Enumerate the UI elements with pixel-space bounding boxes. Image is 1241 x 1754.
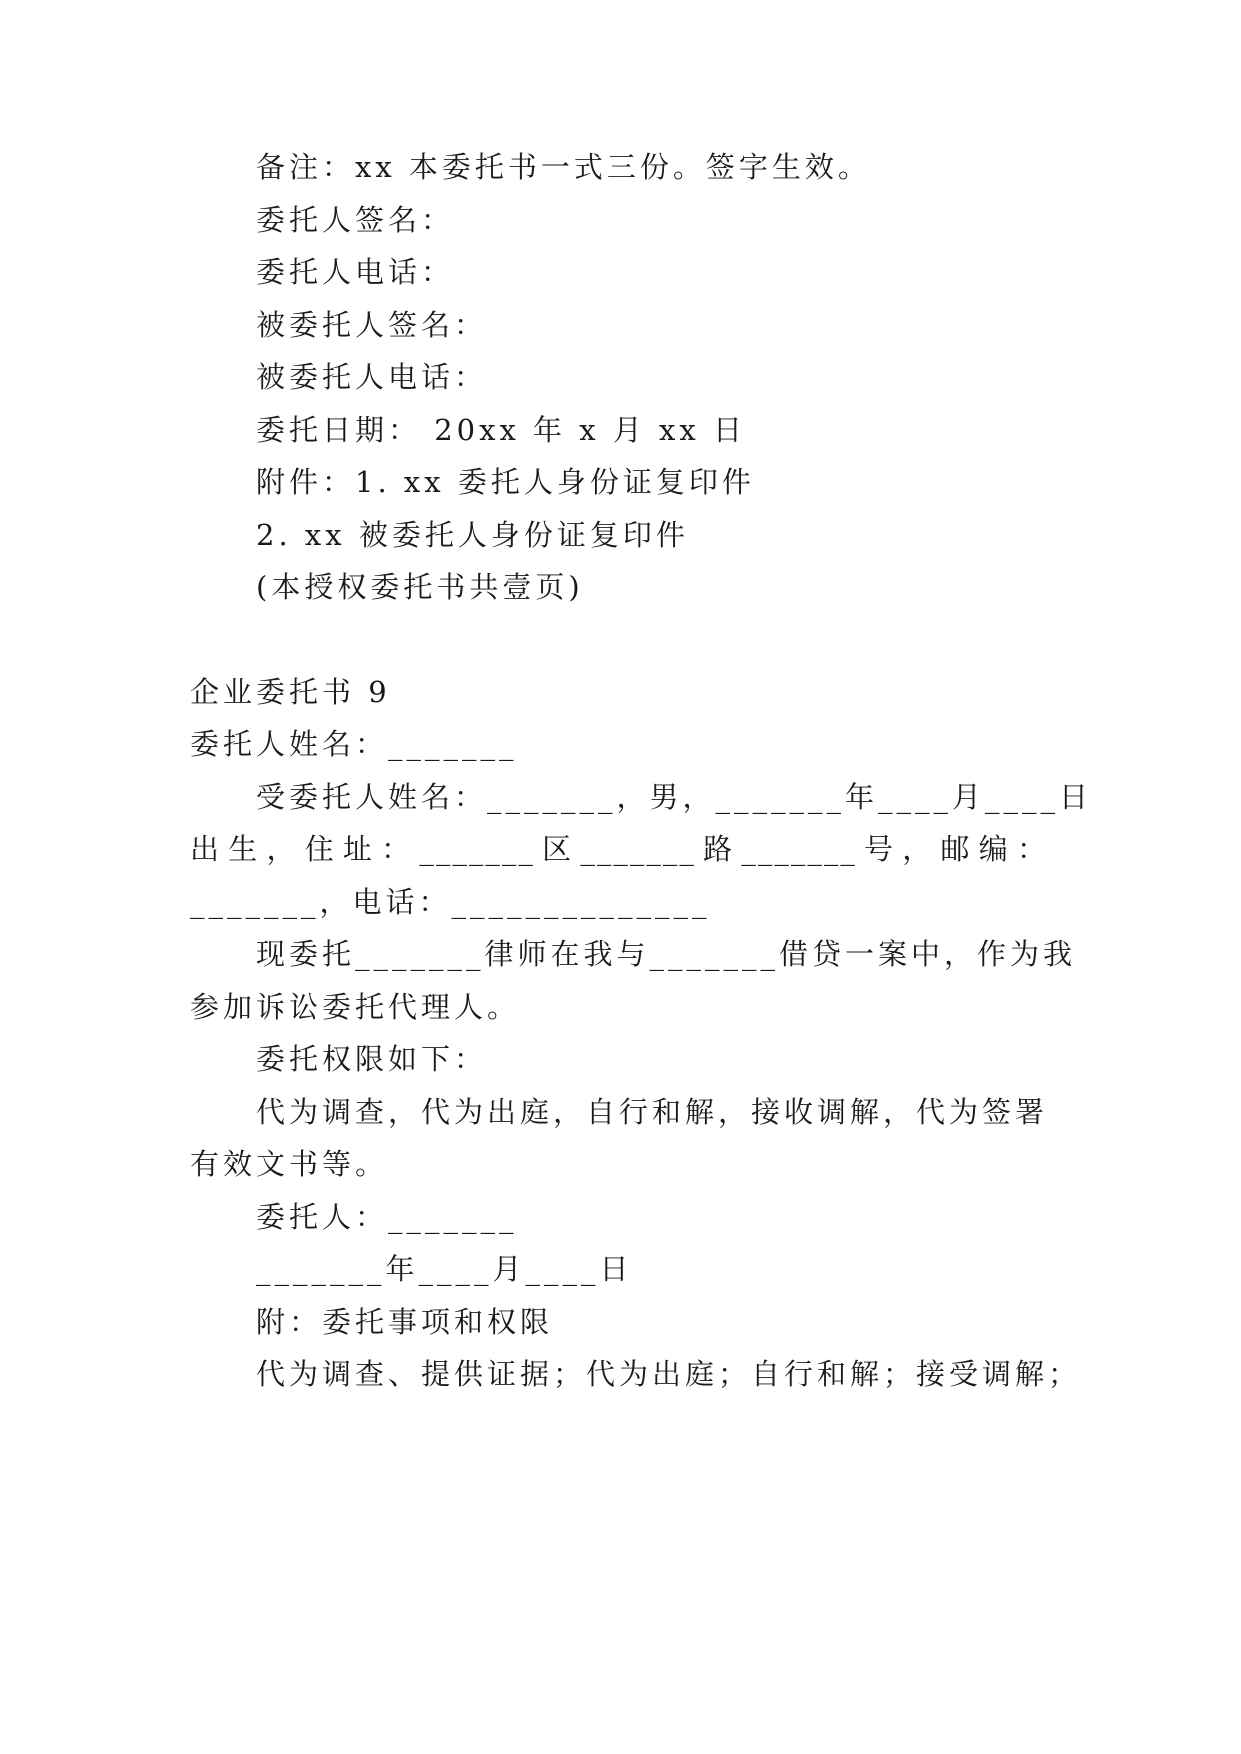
principal-name-line: 委托人姓名：_______ bbox=[190, 727, 518, 761]
page-count-note: (本授权委托书共壹页) bbox=[256, 570, 584, 604]
principal-phone-line: 委托人电话： bbox=[256, 255, 455, 289]
authority-heading: 委托权限如下： bbox=[256, 1042, 488, 1076]
agent-signature-line: 被委托人签名： bbox=[256, 308, 488, 342]
principal-signature-line: 委托人签名： bbox=[256, 203, 455, 237]
agent-info-line-1: 受委托人姓名：_______，男，_______年____月____日 bbox=[256, 780, 1093, 814]
appendix-line-1: 代为调查、提供证据；代为出庭；自行和解；接受调解； bbox=[256, 1357, 1082, 1391]
entrust-line-2: 参加诉讼委托代理人。 bbox=[190, 990, 521, 1024]
remark-line: 备注：xx 本委托书一式三份。签字生效。 bbox=[256, 150, 871, 184]
agent-phone-line: 被委托人电话： bbox=[256, 360, 488, 394]
entrust-line-1: 现委托_______律师在我与_______借贷一案中，作为我 bbox=[256, 937, 1077, 971]
agent-info-line-3: _______，电话：______________ bbox=[190, 885, 711, 919]
section-title: 企业委托书 9 bbox=[190, 675, 391, 709]
appendix-heading: 附：委托事项和权限 bbox=[256, 1305, 554, 1339]
authority-line-1: 代为调查，代为出庭，自行和解，接收调解，代为签署 bbox=[256, 1095, 1049, 1129]
agent-info-line-2: 出生，住址：_______区_______路_______号，邮编： bbox=[190, 832, 1048, 866]
principal-line: 委托人：_______ bbox=[256, 1200, 518, 1234]
attachment-line-2: 2. xx 被委托人身份证复印件 bbox=[256, 518, 689, 552]
attachment-line-1: 附件：1. xx 委托人身份证复印件 bbox=[256, 465, 755, 499]
entrust-date-line: 委托日期： 20xx 年 x 月 xx 日 bbox=[256, 413, 746, 447]
date-blank-line: _______年____月____日 bbox=[256, 1252, 633, 1286]
authority-line-2: 有效文书等。 bbox=[190, 1147, 389, 1181]
